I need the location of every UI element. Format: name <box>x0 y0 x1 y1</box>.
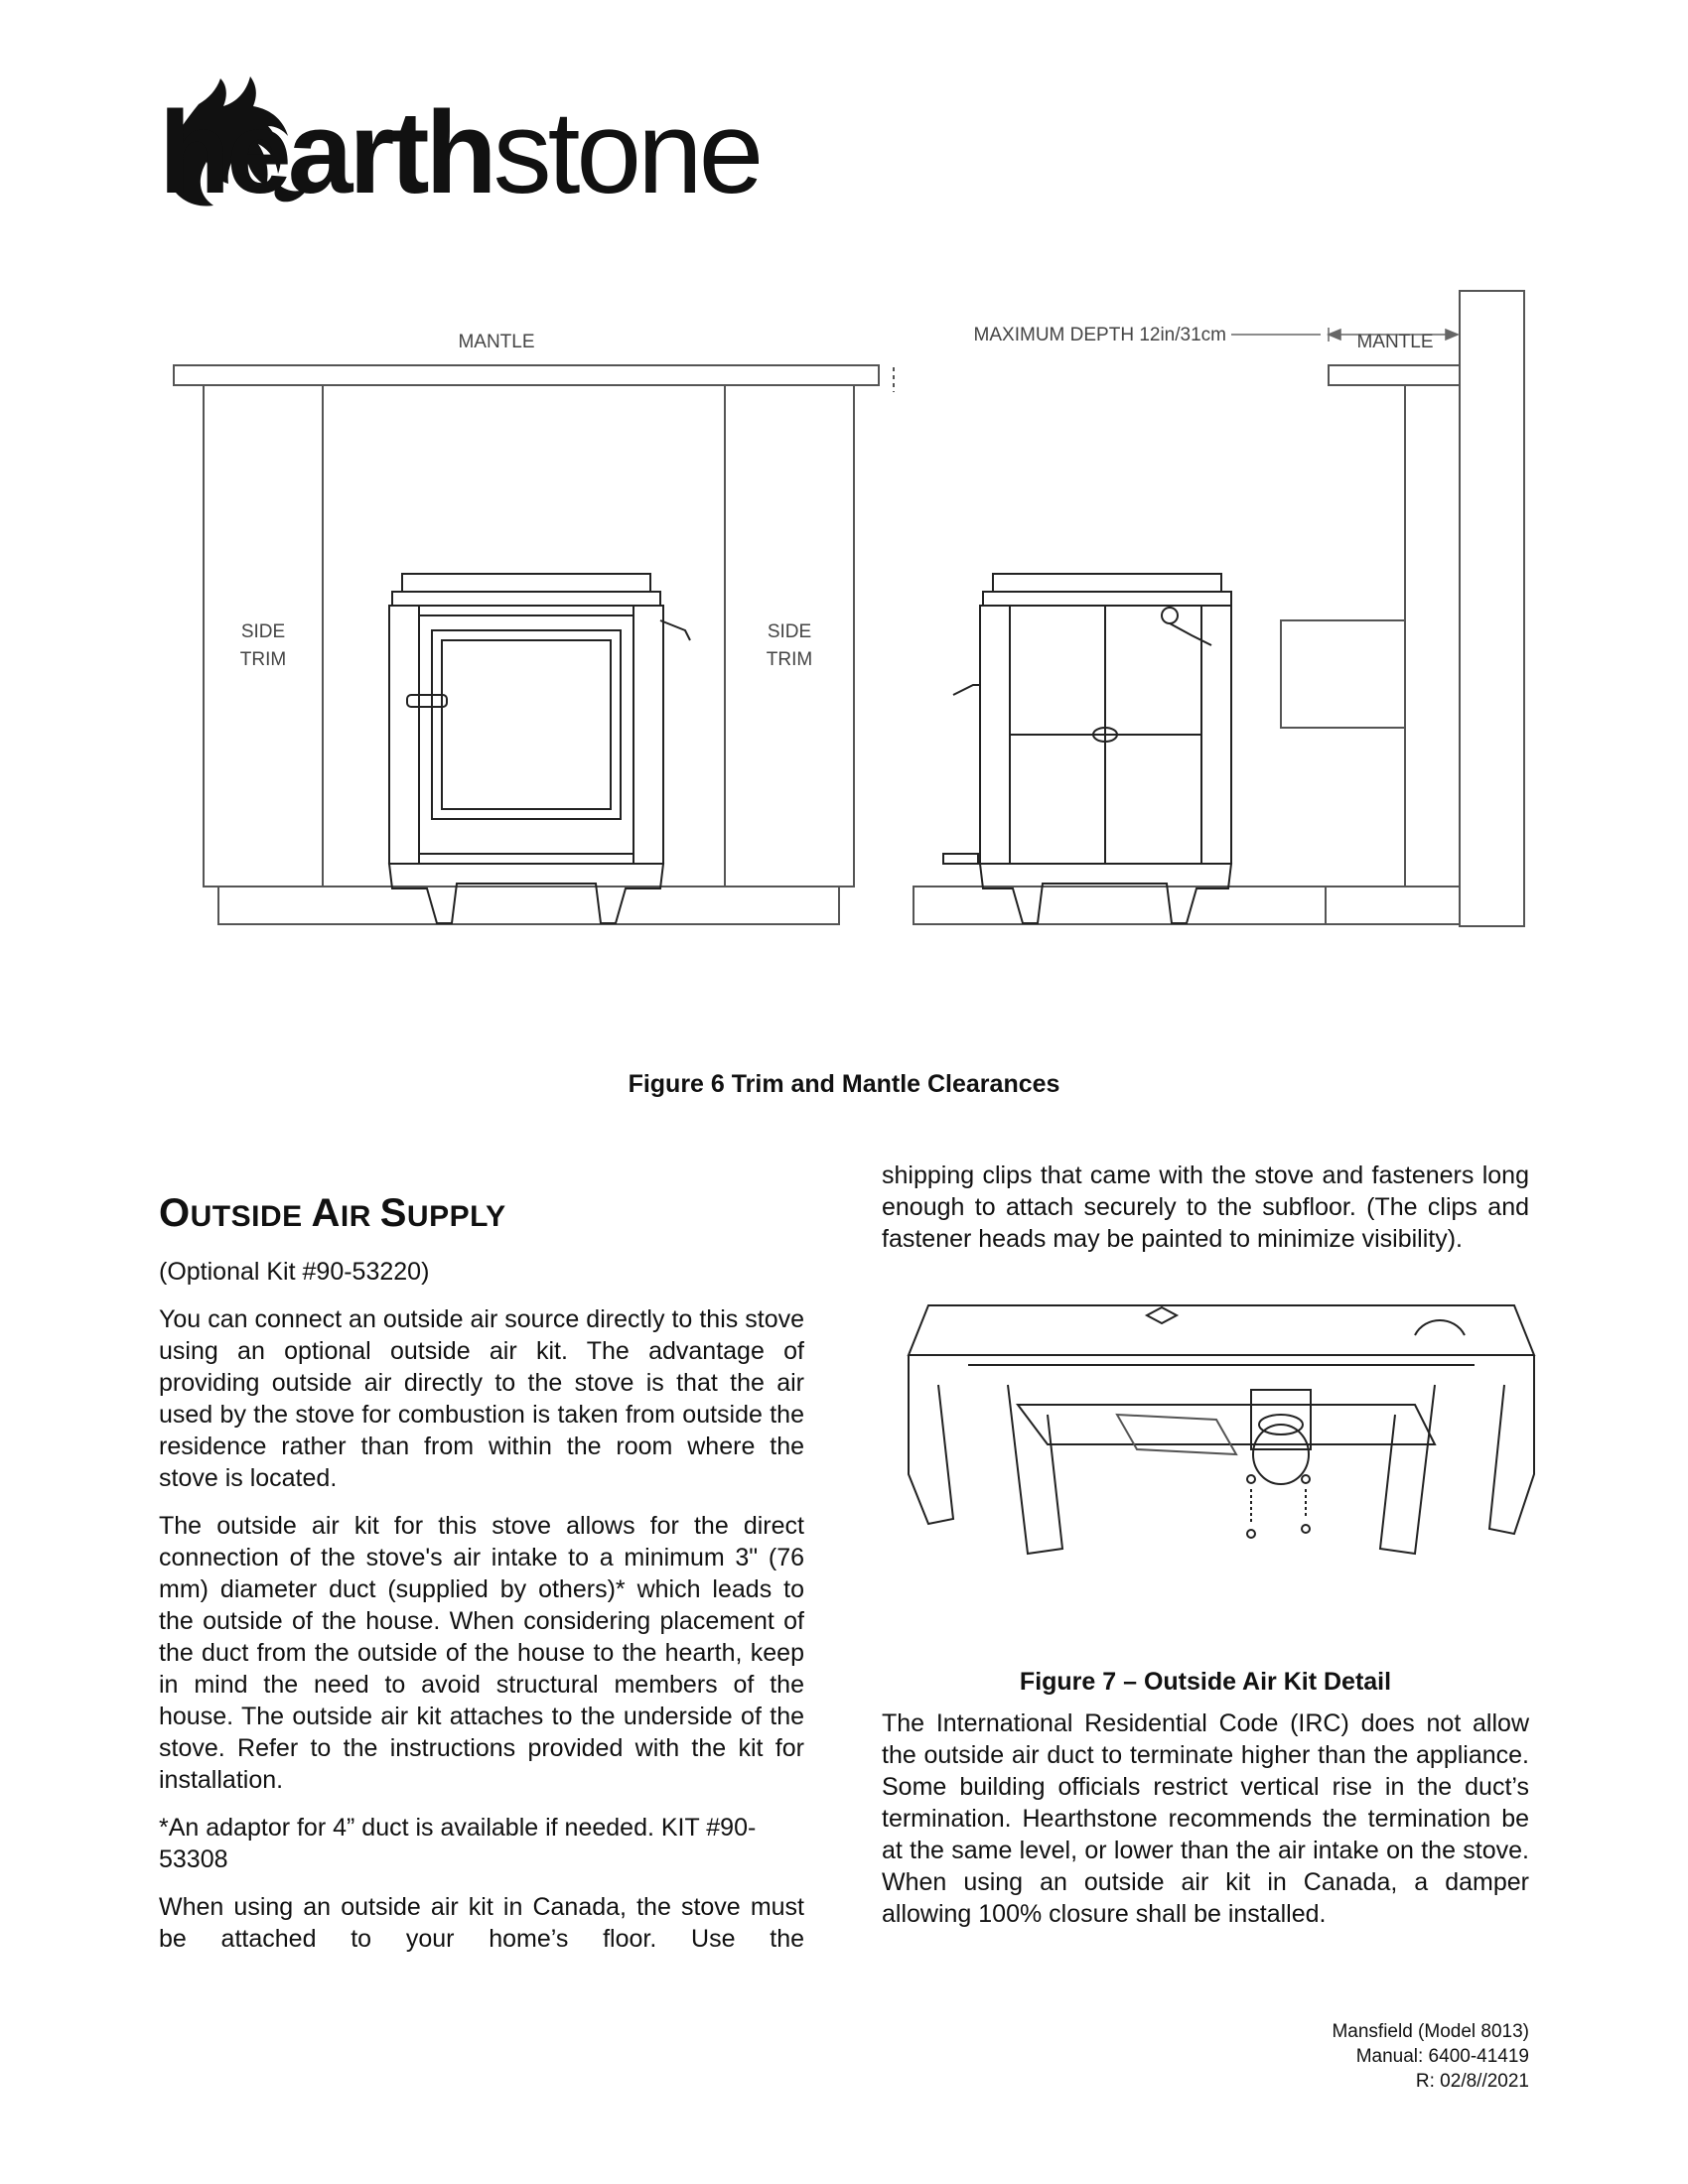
footer-model: Mansfield (Model 8013) <box>1332 2021 1529 2042</box>
title-part-ir: IR <box>340 1200 380 1233</box>
stove-side-view <box>943 574 1231 923</box>
figure-7-caption: Figure 7 – Outside Air Kit Detail <box>1019 1668 1392 1696</box>
brand-wordmark <box>159 87 761 218</box>
title-initial-a: A <box>311 1191 341 1235</box>
max-depth-label: MAXIMUM DEPTH 12in/31cm <box>973 325 1226 345</box>
figure-6-caption: Figure 6 Trim and Mantle Clearances <box>628 1070 1060 1098</box>
brand-name-light: stone <box>492 87 761 218</box>
right-column-bottom <box>882 1707 1529 1930</box>
paragraph-adaptor: *An adaptor for 4” duct is available if needed. KIT #90-53308 <box>159 1814 757 1873</box>
side-trim-left-line1: SIDE <box>240 621 286 642</box>
title-part-utside: UTSIDE <box>190 1200 312 1233</box>
right-column-top <box>882 1160 1529 1271</box>
flue-collar <box>1281 620 1405 728</box>
figure-7-outside-air-kit-diagram <box>899 1296 1544 1643</box>
paragraph-canada-continued: shipping clips that came with the stove and fasteners long enough to attach securely to the subfloor. (The clips and fastener heads may be painted to minimize visibility). <box>882 1161 1529 1253</box>
right-wall <box>1460 291 1524 926</box>
left-hearth <box>218 887 839 924</box>
footer-manual: Manual: 6400-41419 <box>1355 2046 1529 2067</box>
title-initial-o: O <box>159 1191 191 1235</box>
right-hearth <box>914 887 1460 924</box>
mantle-label-right: MANTLE <box>1356 332 1434 352</box>
title-initial-s: S <box>379 1191 407 1235</box>
paragraph-outside-air: You can connect an outside air source directly to this stove using an optional outside air kit. The advantage of providing outside air directly to the stove is that the air used by the stove for combustion is taken from outside the residence rather than from within the room where the stove is located. <box>159 1305 804 1492</box>
mantle-label-left: MANTLE <box>458 332 535 352</box>
kit-note: (Optional Kit #90-53220) <box>159 1258 430 1286</box>
paragraph-canada-start: When using an outside air kit in Canada, the stove must be attached to your home’s floor. Use the <box>159 1893 804 1953</box>
paragraph-kit-connection: The outside air kit for this stove allows for the direct connection of the stove's air intake to a minimum 3" (76 mm) diameter duct (supplied by others)* which leads to the outside of the house. When considering placement of the duct from the outside of the house to the hearth, keep in mind the need to avoid structural members of the house. The outside air kit attaches to the underside of the stove. Refer to the instructions provided with the kit for installation. <box>159 1512 804 1794</box>
stove-front-view <box>389 574 690 923</box>
title-part-upply: UPPLY <box>406 1200 506 1233</box>
right-mantle-shelf <box>1329 365 1460 385</box>
brand-name-bold: hearth <box>159 87 493 218</box>
footer-revision: R: 02/8//2021 <box>1415 2071 1529 2092</box>
side-trim-left-line2: TRIM <box>239 649 287 670</box>
left-column <box>159 1256 804 1971</box>
figure-6-diagram <box>159 278 1549 963</box>
side-trim-right-line2: TRIM <box>766 649 813 670</box>
section-title-outside-air-supply <box>159 1191 506 1236</box>
page-footer <box>1332 2019 1529 2094</box>
side-trim-right-line1: SIDE <box>767 621 812 642</box>
left-mantle-shelf <box>174 365 879 385</box>
paragraph-irc: The International Residential Code (IRC) does not allow the outside air duct to terminate higher than the appliance. Some building officials restrict vertical rise in the duct’s termination. Hearthstone recommends the termination be at the same level, or lower than the air intake on the stove. When using an outside air kit in Canada, a damper allowing 100% closure shall be installed. <box>882 1709 1529 1928</box>
